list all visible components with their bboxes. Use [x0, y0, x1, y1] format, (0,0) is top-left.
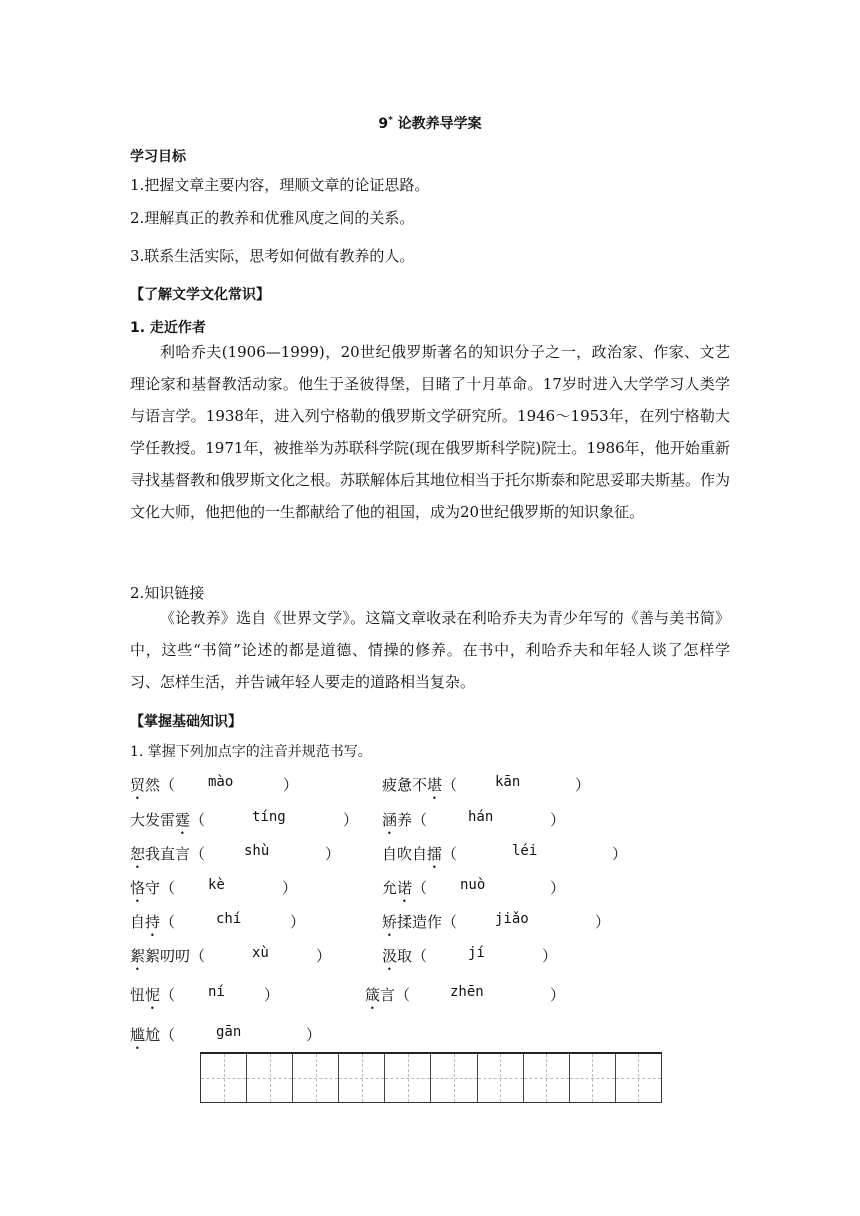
term-text: 疲惫不: [382, 776, 428, 794]
term-item: [382, 877, 427, 906]
term-item: [382, 945, 427, 974]
term-dotted-char: 箴: [365, 986, 381, 1004]
writing-grid-cell[interactable]: [616, 1054, 661, 1102]
open-paren: （: [190, 947, 206, 965]
term-text: 守: [145, 879, 161, 897]
close-paren: ）: [325, 845, 341, 863]
term-text: 言: [380, 986, 396, 1004]
term-item: [382, 809, 427, 838]
open-paren: （: [442, 776, 458, 794]
term-text: 我直言: [145, 845, 191, 863]
open-paren: （: [442, 913, 458, 931]
pinyin-answer[interactable]: ní: [208, 984, 225, 1000]
close-paren: ）: [282, 879, 298, 897]
pinyin-answer[interactable]: kè: [208, 877, 225, 893]
term-dotted-char: 怩: [145, 986, 161, 1004]
writing-grid-cell[interactable]: [247, 1054, 293, 1102]
term-item: [382, 911, 457, 940]
open-paren: （: [160, 879, 176, 897]
term-text: 自吹自: [382, 845, 428, 863]
close-paren: ）: [283, 776, 299, 794]
term-dotted-char: 擂: [427, 845, 443, 863]
objectives-heading: 学习目标: [130, 149, 186, 165]
open-paren: （: [412, 879, 428, 897]
open-paren: （: [412, 947, 428, 965]
close-paren: ）: [612, 845, 628, 863]
term-text: 取: [397, 947, 413, 965]
pinyin-answer[interactable]: jí: [468, 945, 485, 961]
link-paragraph: 《论教养》选自《世界文学》。这篇文章收录在利哈乔夫为青少年写的《善与美书简》中，这些“书简”论述的都是道德、情操的修养。在书中，利哈乔夫和年轻人谈了怎样学习、怎样生活，并告诫年轻人要走的道路相当复杂。: [130, 609, 730, 691]
close-paren: ）: [595, 913, 611, 931]
open-paren: （: [160, 913, 176, 931]
author-paragraph: 利哈乔夫(1906—1999)，20世纪俄罗斯著名的知识分子之一，政治家、作家、文艺理论家和基督教活动家。他生于圣彼得堡，目睹了十月革命。17岁时进入大学学习人类学与语言学。1938年，进入列宁格勒的俄罗斯文学研究所。1946～1953年，在列宁格勒大学任教授。1971年，被推举为苏联科学院(现在俄罗斯科学院)院士。1986年，他开始重新寻找基督教和俄罗斯文化之根。苏联解体后其地位相当于托尔斯泰和陀思妥耶夫斯基。作为文化大师，他把他的一生都献给了他的祖国，成为20世纪俄罗斯的知识象征。: [130, 343, 731, 521]
objective-item-2: 2.理解真正的教养和优雅风度之间的关系。: [130, 209, 415, 227]
open-paren: （: [190, 811, 206, 829]
link-heading: 2.知识链接: [130, 584, 205, 602]
open-paren: （: [442, 845, 458, 863]
title-text: 论教养导学案: [397, 116, 482, 132]
pinyin-answer[interactable]: nuò: [460, 877, 486, 893]
pinyin-answer[interactable]: jiǎo: [495, 911, 529, 927]
term-item: [382, 774, 457, 803]
term-dotted-char: 诺: [397, 879, 413, 897]
term-item: [130, 1024, 175, 1053]
writing-grid-cell[interactable]: [431, 1054, 477, 1102]
close-paren: ）: [550, 879, 566, 897]
term-text: 养: [397, 811, 413, 829]
term-text: 忸: [130, 986, 146, 1004]
title-star: *: [388, 115, 393, 126]
term-text: 絮叨叨: [145, 947, 191, 965]
term-dotted-char: 尴: [130, 1026, 146, 1044]
pinyin-answer[interactable]: léi: [512, 843, 538, 859]
term-text: 允: [382, 879, 398, 897]
term-dotted-char: 堪: [427, 776, 443, 794]
open-paren: （: [412, 811, 428, 829]
close-paren: ）: [306, 1026, 322, 1044]
open-paren: （: [160, 986, 176, 1004]
pinyin-answer[interactable]: hán: [468, 809, 494, 825]
writing-grid-cell[interactable]: [293, 1054, 339, 1102]
term-item: [365, 984, 410, 1013]
pinyin-answer[interactable]: gān: [216, 1024, 242, 1040]
section-heading-basics: 【掌握基础知识】: [130, 714, 242, 730]
pinyin-answer[interactable]: zhēn: [450, 984, 484, 1000]
term-dotted-char: 汲: [382, 947, 398, 965]
pinyin-answer[interactable]: tíng: [252, 809, 286, 825]
exercise-instruction: 1. 掌握下列加点字的注音并规范书写。: [130, 744, 372, 760]
section-heading-culture: 【了解文学文化常识】: [130, 287, 270, 303]
writing-grid-cell[interactable]: [201, 1054, 247, 1102]
term-item: [130, 945, 205, 974]
term-item: [130, 984, 175, 1013]
close-paren: ）: [542, 947, 558, 965]
writing-grid-cell[interactable]: [339, 1054, 385, 1102]
term-text: 大发雷: [130, 811, 176, 829]
open-paren: （: [395, 986, 411, 1004]
author-heading: 1. 走近作者: [130, 320, 206, 336]
close-paren: ）: [575, 776, 591, 794]
term-text: 揉造作: [397, 913, 443, 931]
writing-grid-cell[interactable]: [524, 1054, 570, 1102]
writing-grid-cell[interactable]: [570, 1054, 616, 1102]
close-paren: ）: [550, 986, 566, 1004]
term-dotted-char: 恪: [130, 879, 146, 897]
term-dotted-char: 恕: [130, 845, 146, 863]
page-title: [0, 113, 860, 133]
term-item: [130, 911, 175, 940]
pinyin-answer[interactable]: shù: [244, 843, 270, 859]
term-dotted-char: 持: [145, 913, 161, 931]
pinyin-answer[interactable]: xù: [252, 945, 269, 961]
objective-item-1: 1.把握文章主要内容，理顺文章的论证思路。: [130, 176, 430, 194]
term-text: 尬: [145, 1026, 161, 1044]
term-dotted-char: 霆: [175, 811, 191, 829]
writing-grid-cell[interactable]: [478, 1054, 524, 1102]
term-dotted-char: 絮: [130, 947, 146, 965]
close-paren: ）: [316, 947, 332, 965]
title-number: 9: [378, 116, 389, 132]
term-item: [382, 843, 457, 872]
term-dotted-char: 矫: [382, 913, 398, 931]
open-paren: （: [160, 1026, 176, 1044]
open-paren: （: [160, 776, 176, 794]
term-text: 然: [145, 776, 161, 794]
writing-grid-cell[interactable]: [385, 1054, 431, 1102]
pinyin-answer[interactable]: chí: [216, 911, 242, 927]
close-paren: ）: [290, 913, 306, 931]
term-item: [130, 774, 175, 803]
term-item: [130, 877, 175, 906]
pinyin-answer[interactable]: kān: [495, 774, 521, 790]
term-dotted-char: 涵: [382, 811, 398, 829]
pinyin-answer[interactable]: mào: [208, 774, 234, 790]
objective-item-3: 3.联系生活实际，思考如何做有教养的人。: [130, 247, 415, 265]
term-dotted-char: 贸: [130, 776, 146, 794]
writing-grid[interactable]: [200, 1052, 662, 1103]
close-paren: ）: [343, 811, 359, 829]
open-paren: （: [190, 845, 206, 863]
term-item: [130, 809, 205, 838]
close-paren: ）: [264, 986, 280, 1004]
term-text: 自: [130, 913, 146, 931]
close-paren: ）: [550, 811, 566, 829]
term-item: [130, 843, 205, 872]
